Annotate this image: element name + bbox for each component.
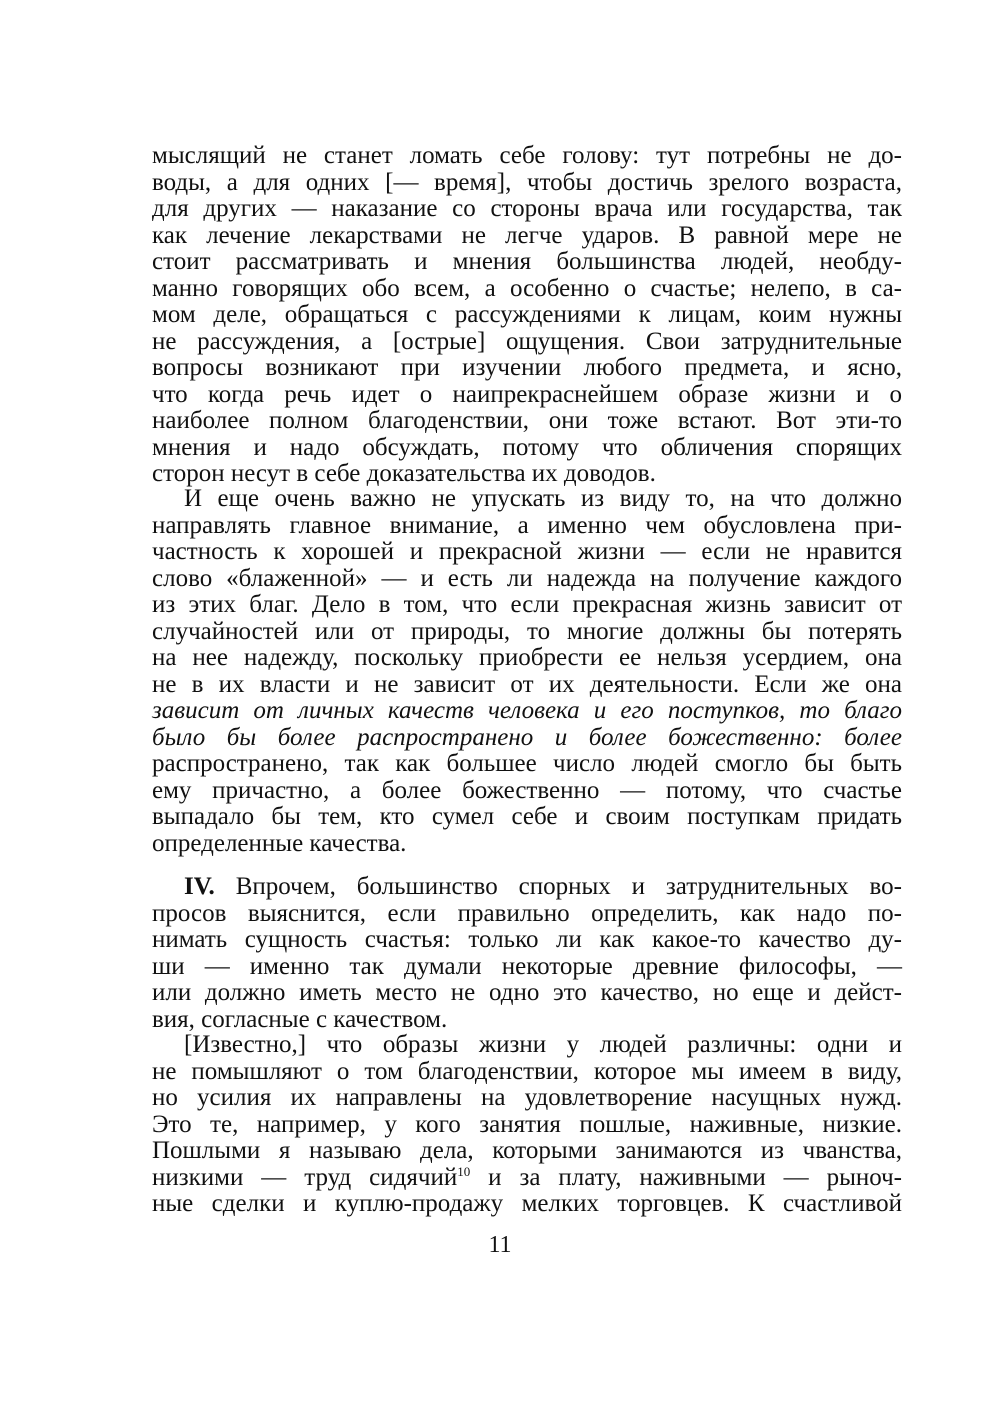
text-line: вия, согласные с качеством. (152, 1005, 448, 1033)
text-line: ему причастно, а более божественно — потому, что счастье (152, 776, 902, 804)
text-line: Это те, например, у кого занятия пошлые, наживные, низкие. (152, 1110, 902, 1138)
text-line: что когда речь идет о наипрекраснейшем образе жизни и о (152, 380, 902, 408)
paragraph-4 (152, 1032, 902, 1218)
text-line: не помышляют о том благоденствии, которое мы имеем в виду, (152, 1057, 902, 1085)
text-line: [Известно,] что образы жизни у людей различны: одни и (184, 1031, 902, 1058)
text-line: направлять главное внимание, а именно чем обусловлена при- (152, 511, 902, 539)
text-line: мнения и надо обсуждать, потому что обличения спорящих (152, 433, 902, 461)
italic-text-line (152, 698, 902, 725)
paragraph-1 (152, 143, 902, 488)
text-line: И еще очень важно не упускать из виду то, на что должно (184, 485, 902, 512)
text-line: частность к хорошей и прекрасной жизни — если не нравится (152, 538, 902, 565)
text-fragment: низкими — труд сидячий (152, 1163, 458, 1191)
text-line: воды, а для одних [— время], чтобы достичь зрелого возраста, (152, 168, 902, 196)
italic-text: зависит от личных качеств человека и его поступков, то благо (152, 697, 902, 724)
text-line: ные сделки и куплю-продажу мелких торговцев. К счастливой (152, 1190, 902, 1217)
section-first-line (152, 874, 902, 901)
page-number: 11 (488, 1232, 512, 1258)
paragraph-2 (152, 486, 902, 857)
text-line: мом деле, обращаться с рассуждениями к лицам, коим нужны (152, 301, 902, 328)
text-line: не в их власти и не зависит от их деятельности. Если же она (152, 670, 902, 698)
text-fragment: и за плату, наживными — рыноч- (470, 1163, 903, 1191)
italic-text-line (152, 725, 902, 752)
text-line: вопросы возникают при изучении любого предмета, и ясно, (152, 354, 902, 381)
text-line: нимать сущность счастья: только ли как какое-то качество ду- (152, 926, 902, 953)
text-line: ши — именно так думали некоторые древние философы, — (152, 952, 902, 980)
section-number: IV. (184, 873, 215, 900)
text-line: случайностей или от природы, то многие должны бы потерять (152, 617, 902, 645)
text-line: распространено, так как большее число людей смогло бы быть (152, 750, 902, 777)
text-line: манно говорящих обо всем, а особенно о счастье; нелепо, в са- (152, 274, 902, 302)
text-line: на нее надежду, поскольку приобрести ее нельзя усердием, она (152, 644, 902, 671)
text-line: для других — наказание со стороны врача или государства, так (152, 195, 902, 222)
text-line: мыслящий не станет ломать себе голову: тут потребны не до- (152, 142, 902, 169)
text-line: или должно иметь место не одно это качество, но еще и дейст- (152, 979, 902, 1006)
text-line: сторон несут в себе доказательства их доводов. (152, 460, 656, 487)
text-line: стоит рассматривать и мнения большинства людей, необду- (152, 248, 902, 275)
text-line: определенные качества. (152, 829, 407, 857)
text-line: Пошлыми я называю дела, которыми занимаются из чванства, (152, 1137, 902, 1164)
text-line: просов выяснится, если правильно определить, как надо по- (152, 899, 902, 927)
text-line: слово «блаженной» — и есть ли надежда на получение каждого (152, 564, 902, 592)
text-line: выпадало бы тем, кто сумел себе и своим поступкам придать (152, 803, 902, 830)
text-line: наиболее полном благоденствии, они тоже встают. Вот эти-то (152, 407, 902, 434)
text-line: из этих благ. Дело в том, что если прекрасная жизнь зависит от (152, 591, 902, 618)
text-line: не рассуждения, а [острые] ощущения. Свои затруднительные (152, 327, 902, 355)
paragraph-3-section-iv (152, 874, 902, 1033)
text-fragment: Впрочем, большинство спорных и затруднительных во- (214, 873, 902, 900)
footnote-text-line (152, 1165, 902, 1192)
text-line: как лечение лекарствами не легче ударов. В равной мере не (152, 221, 902, 249)
text-line: но усилия их направлены на удовлетворение насущных нужд. (152, 1084, 902, 1111)
italic-text: было бы более распространено и более божественно: более (152, 723, 902, 751)
footnote-reference[interactable]: 10 (457, 1163, 471, 1179)
